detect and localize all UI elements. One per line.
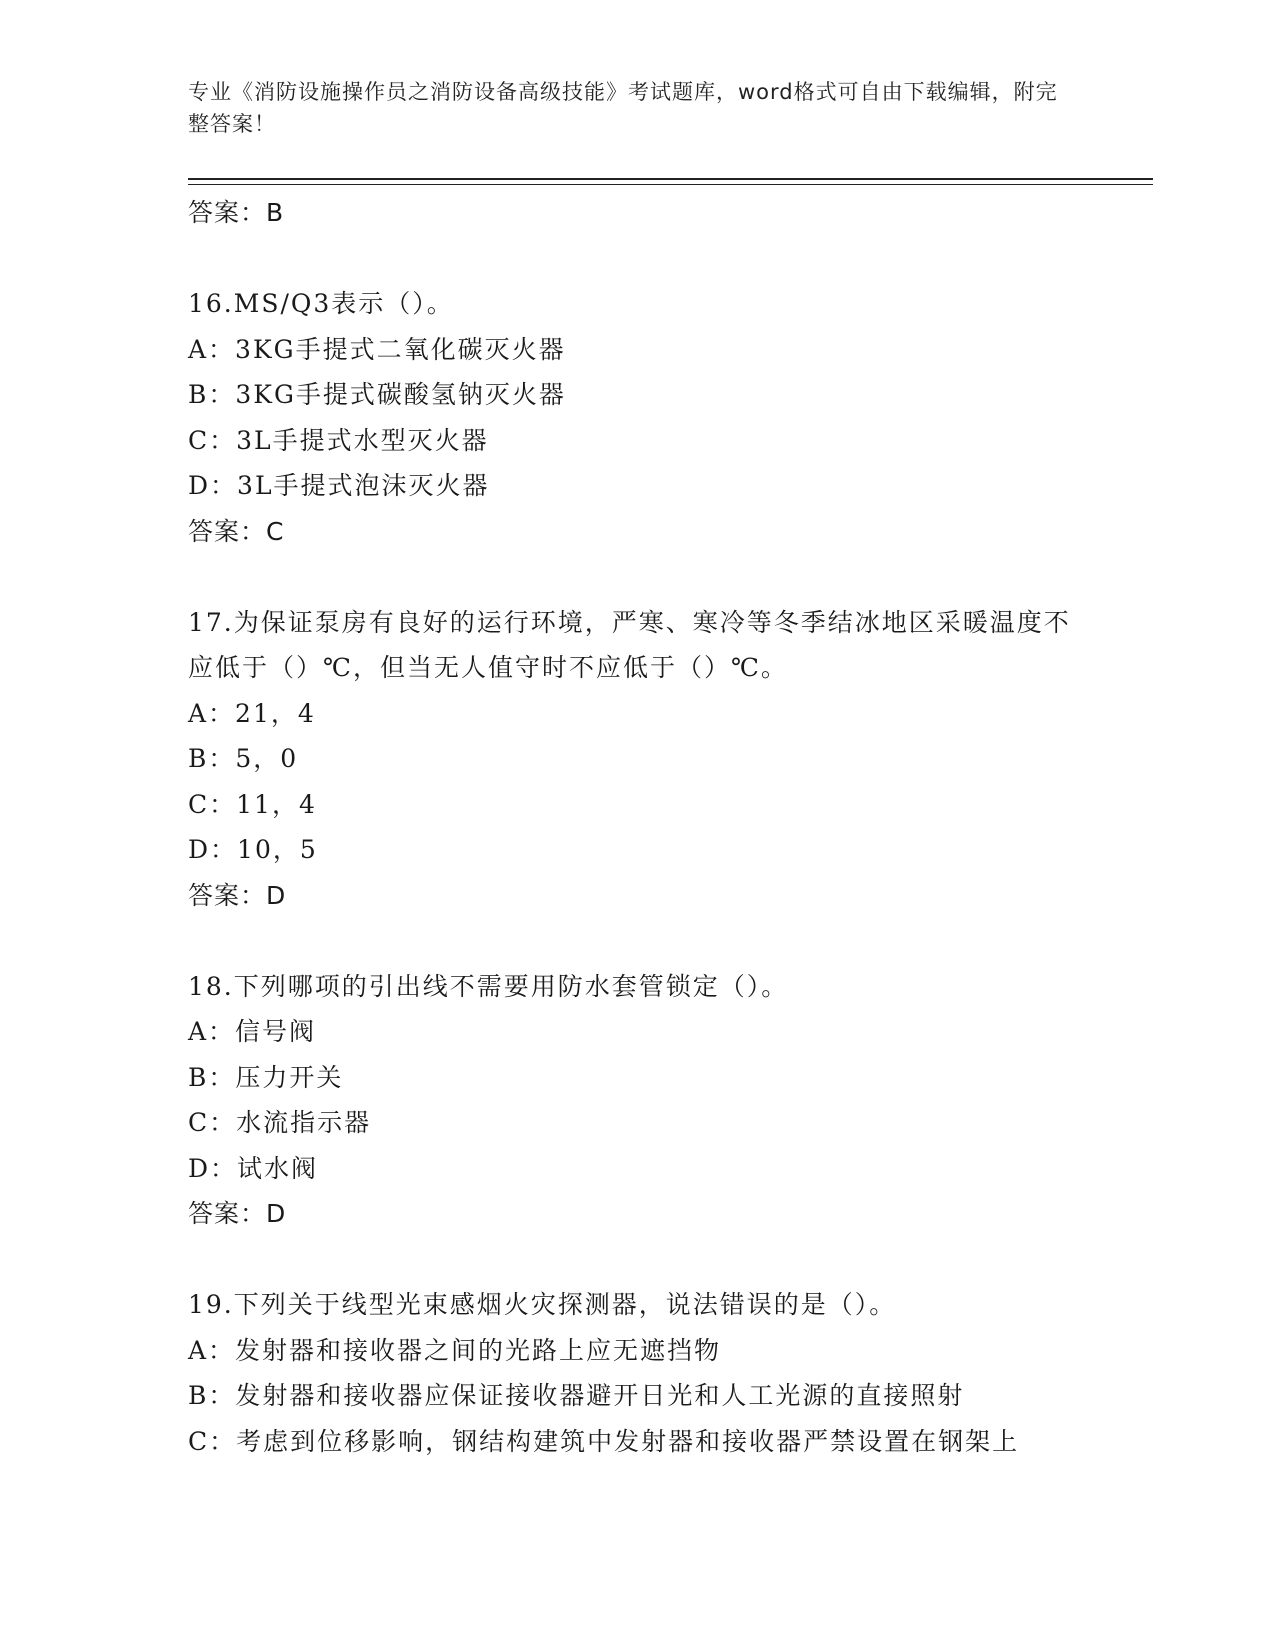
answer: 答案：D: [188, 1199, 287, 1228]
question-list: [188, 190, 1088, 1464]
option-d: D：试水阀: [188, 1153, 319, 1183]
spacer: [188, 1237, 1088, 1283]
question-stem: 17.为保证泵房有良好的运行环境，严寒、寒冷等冬季结冰地区采暖温度不应低于（）℃，但当无人值守时不应低于（）℃。: [188, 607, 1071, 682]
option-b: B：发射器和接收器应保证接收器避开日光和人工光源的直接照射: [188, 1381, 965, 1410]
option-a: A：发射器和接收器之间的光路上应无遮挡物: [188, 1335, 722, 1365]
question-stem: 16.MS/Q3表示（）。: [188, 289, 454, 318]
question-stem: 18.下列哪项的引出线不需要用防水套管锁定（）。: [188, 971, 789, 1001]
option-a: A：3KG手提式二氧化碳灭火器: [188, 334, 566, 364]
option-c: C：11，4: [188, 789, 317, 819]
answer-15: 答案：B: [188, 198, 285, 227]
question-stem: 19.下列关于线型光束感烟火灾探测器，说法错误的是（）。: [188, 1290, 897, 1319]
answer: 答案：C: [188, 516, 285, 546]
option-a: A：信号阀: [188, 1017, 317, 1046]
question-19: [188, 1282, 1088, 1464]
question-16: [188, 281, 1088, 554]
spacer: [188, 554, 1088, 600]
option-d: D：10，5: [188, 835, 318, 864]
header-divider-thin: [188, 184, 1153, 185]
option-c: C：3L手提式水型灭火器: [188, 425, 489, 455]
option-c: C：水流指示器: [188, 1108, 372, 1137]
spacer: [188, 236, 1088, 282]
option-b: B：5，0: [188, 744, 299, 773]
document-header: 专业《消防设施操作员之消防设备高级技能》考试题库，word格式可自由下载编辑，附完整答案！: [188, 80, 1058, 136]
option-b: B：3KG手提式碳酸氢钠灭火器: [188, 380, 566, 409]
header-divider-thick: [188, 178, 1153, 180]
question-18: [188, 964, 1088, 1237]
option-a: A：21，4: [188, 698, 316, 728]
option-d: D：3L手提式泡沫灭火器: [188, 471, 490, 500]
option-c: C：考虑到位移影响，钢结构建筑中发射器和接收器严禁设置在钢架上: [188, 1426, 1020, 1456]
spacer: [188, 918, 1088, 964]
option-b: B：压力开关: [188, 1062, 344, 1092]
question-17: [188, 600, 1088, 919]
answer: 答案：D: [188, 880, 287, 910]
